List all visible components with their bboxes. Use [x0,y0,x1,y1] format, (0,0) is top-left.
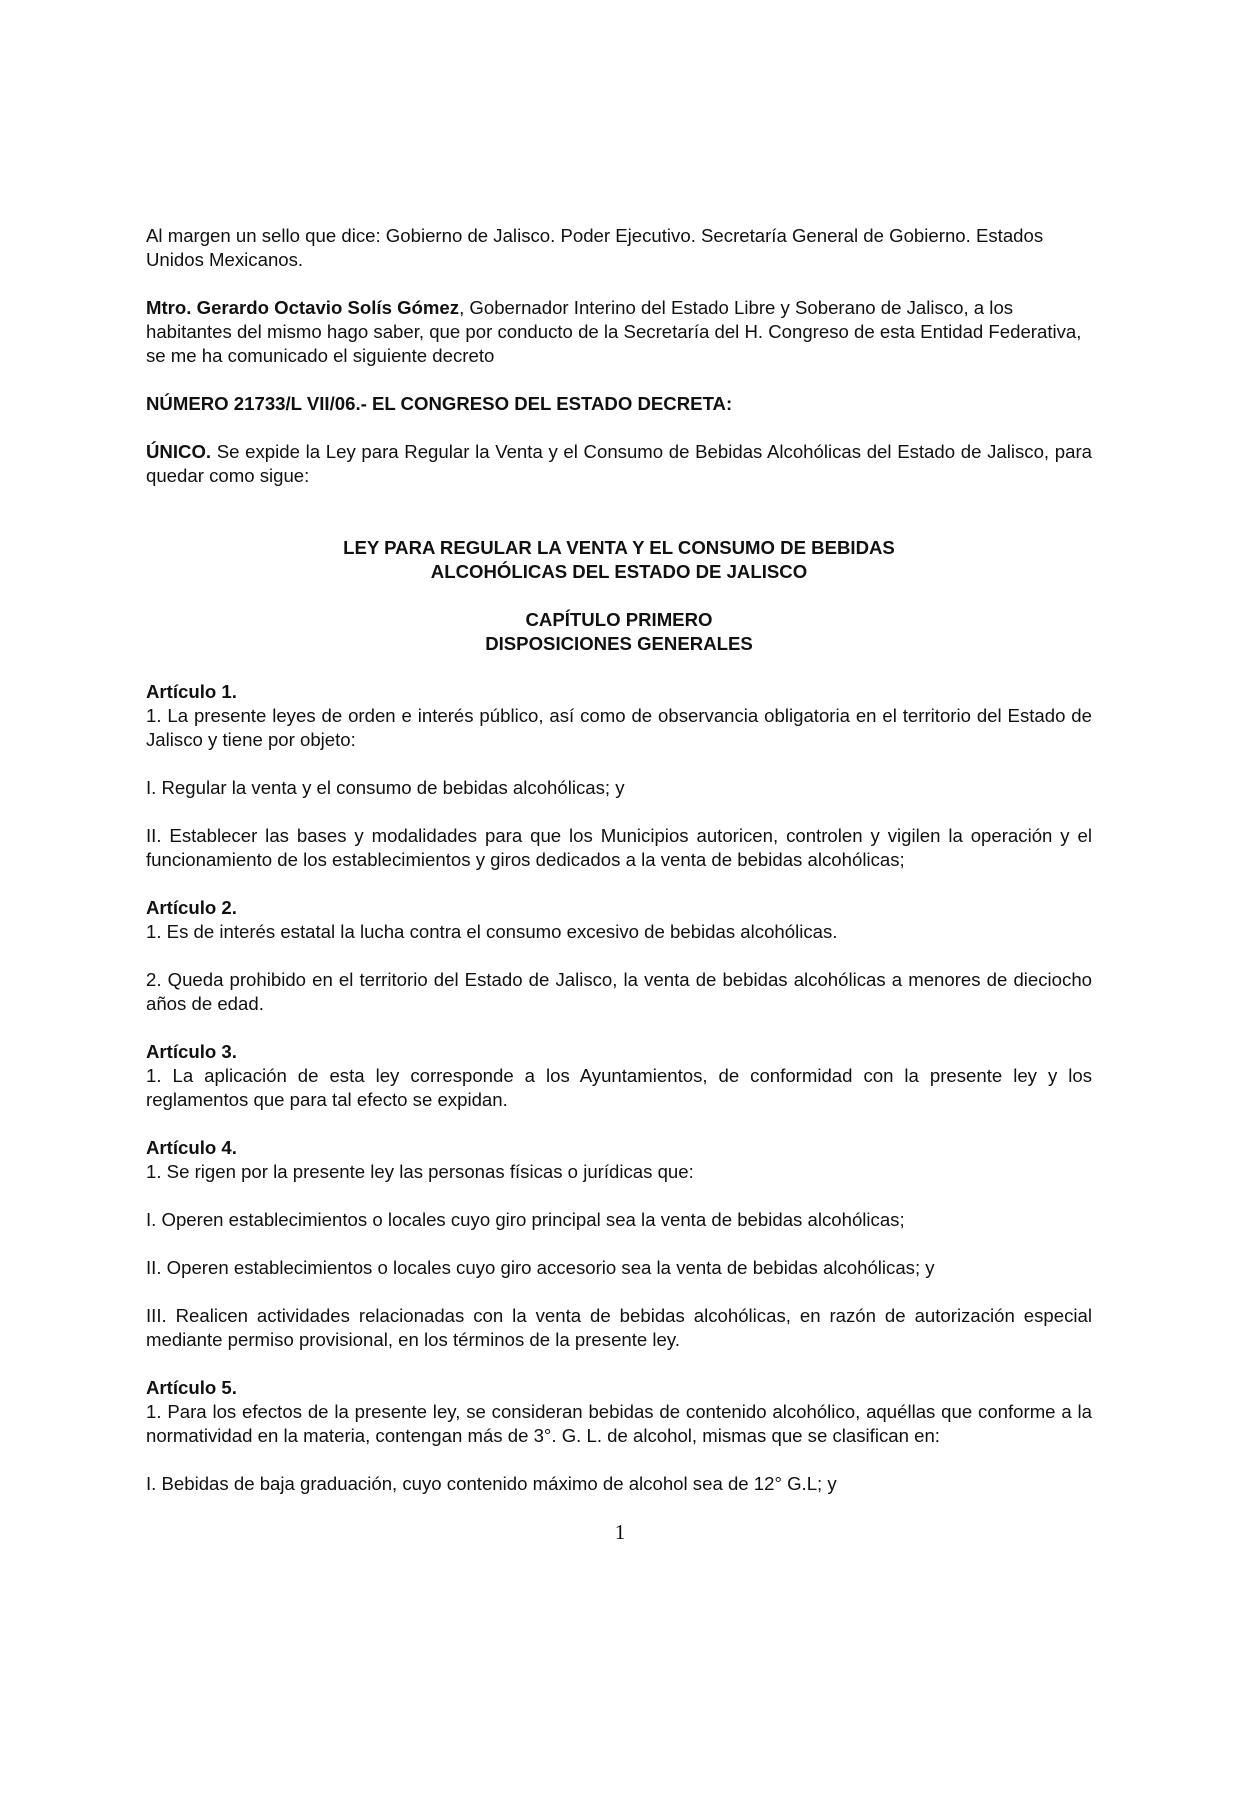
intro-paragraph [146,296,1092,368]
article-4-paragraph-1: 1. Se rigen por la presente ley las personas físicas o jurídicas que: [146,1161,694,1182]
article-4-fraction-ii: II. Operen establecimientos o locales cuyo giro accesorio sea la venta de bebidas alcohólicas; y [146,1257,935,1278]
document-body [146,224,1092,1520]
article-1-fraction-ii: II. Establecer las bases y modalidades para que los Municipios autoricen, controlen y vigilen la operación y el funcionamiento de los establecimientos y giros dedicados a la venta de bebidas alcohólicas; [146,825,1092,870]
article-1-title: Artículo 1. [146,681,237,702]
article-5-title: Artículo 5. [146,1377,237,1398]
chapter-heading [146,608,1092,656]
law-title-line-1: LEY PARA REGULAR LA VENTA Y EL CONSUMO DE BEBIDAS [343,537,895,558]
article-3-title: Artículo 3. [146,1041,237,1062]
governor-name: Mtro. Gerardo Octavio Solís Gómez [146,297,460,318]
intro-text: , Gobernador Interino del Estado Libre y Soberano de Jalisco, a los habitantes del mismo hago saber, que por conducto de la Secretaría del H. Congreso de esta Entidad Federativa, se me ha comunicado el siguiente decreto [146,297,1082,366]
article-3-paragraph-1: 1. La aplicación de esta ley corresponde a los Ayuntamientos, de conformidad con la presente ley y los reglamentos que para tal efecto se expidan. [146,1065,1092,1110]
article-1-paragraph-1: 1. La presente leyes de orden e interés público, así como de observancia obligatoria en el territorio del Estado de Jalisco y tiene por objeto: [146,705,1092,750]
law-title-line-2: ALCOHÓLICAS DEL ESTADO DE JALISCO [430,561,808,582]
article-4-fraction-i: I. Operen establecimientos o locales cuyo giro principal sea la venta de bebidas alcohólicas; [146,1209,905,1230]
article-4-title: Artículo 4. [146,1137,237,1158]
law-title [146,536,1092,584]
spacer [146,512,1092,536]
article-2-paragraph-1: 1. Es de interés estatal la lucha contra el consumo excesivo de bebidas alcohólicas. [146,921,838,942]
article-2-title: Artículo 2. [146,897,237,918]
article-5-fraction-i: I. Bebidas de baja graduación, cuyo contenido máximo de alcohol sea de 12° G.L; y [146,1473,837,1494]
unico-text: Se expide la Ley para Regular la Venta y el Consumo de Bebidas Alcohólicas del Estado de Jalisco, para quedar como sigue: [146,441,1092,486]
chapter-name: DISPOSICIONES GENERALES [485,633,753,654]
article-1-fraction-i: I. Regular la venta y el consumo de bebidas alcohólicas; y [146,777,625,798]
article-4-fraction-iii: III. Realicen actividades relacionadas con la venta de bebidas alcohólicas, en razón de autorización especial mediante permiso provisional, en los términos de la presente ley. [146,1305,1092,1350]
seal-paragraph: Al margen un sello que dice: Gobierno de Jalisco. Poder Ejecutivo. Secretaría General de Gobierno. Estados Unidos Mexicanos. [146,225,1044,270]
page-number: 1 [614,1520,626,1544]
unico-paragraph [146,440,1092,488]
chapter-label: CAPÍTULO PRIMERO [525,609,713,630]
article-5-paragraph-1: 1. Para los efectos de la presente ley, se consideran bebidas de contenido alcohólico, aquéllas que conforme a la normatividad en la materia, contengan más de 3°. G. L. de alcohol, mismas que se clasifican en: [146,1401,1092,1446]
decree-number: NÚMERO 21733/L VII/06.- EL CONGRESO DEL ESTADO DECRETA: [146,393,733,414]
unico-label: ÚNICO. [146,441,212,462]
article-2-paragraph-2: 2. Queda prohibido en el territorio del Estado de Jalisco, la venta de bebidas alcohólicas a menores de dieciocho años de edad. [146,969,1092,1014]
